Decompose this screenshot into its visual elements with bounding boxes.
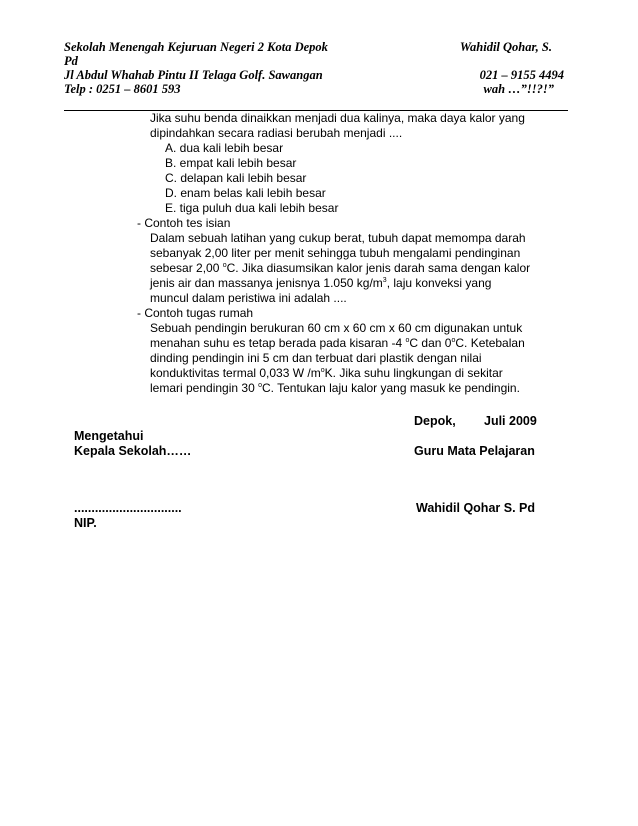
isian-line-4-b: , laju konveksi yang <box>386 276 492 290</box>
rumah-line-1: Sebuah pendingin berukuran 60 cm x 60 cm x 60 cm digunakan untuk <box>150 321 523 335</box>
rumah-heading: - Contoh tugas rumah <box>137 306 254 320</box>
sign-date: Juli 2009 <box>484 414 537 428</box>
mobile-number: 021 – 9155 4494 <box>479 68 564 82</box>
option-d: D. enam belas kali lebih besar <box>165 186 326 200</box>
sign-left-role: Kepala Sekolah…… <box>74 444 192 458</box>
sign-place: Depok, <box>414 414 456 428</box>
question-1-line-1: Jika suhu benda dinaikkan menjadi dua kalinya, maka daya kalor yang <box>150 111 525 125</box>
header-row-1 <box>64 40 564 54</box>
question-1-line-2: dipindahkan secara radiasi berubah menjadi .... <box>150 126 403 140</box>
degree-sup: o <box>258 382 262 389</box>
degree-sup: o <box>320 367 325 374</box>
isian-line-4-a: jenis air dan massanya jenisnya 1.050 kg/m <box>150 276 383 290</box>
degree-sup: o <box>451 337 456 344</box>
isian-line-3-b: C. Jika diasumsikan kalor jenis darah sama dengan kalor <box>226 261 531 275</box>
isian-line-3-a: sebesar 2,00 <box>150 261 223 275</box>
rumah-line-5-b: C. Tentukan laju kalor yang masuk ke pendingin. <box>261 381 520 395</box>
rumah-line-4-b: K. Jika suhu lingkungan di sekitar <box>324 366 503 380</box>
option-a: A. dua kali lebih besar <box>165 141 284 155</box>
sign-left-title: Mengetahui <box>74 429 144 443</box>
author-name: Wahidil Qohar, S. <box>459 40 552 54</box>
rumah-line-2-c: C. Ketebalan <box>455 336 525 350</box>
header-row-3 <box>64 68 564 82</box>
phone-number: Telp : 0251 – 8601 593 <box>64 82 181 96</box>
sign-right-role: Guru Mata Pelajaran <box>414 444 535 458</box>
isian-heading: - Contoh tes isian <box>137 216 231 230</box>
option-c: C. delapan kali lebih besar <box>165 171 307 185</box>
rumah-line-2 <box>150 336 525 352</box>
isian-line-4 <box>150 276 491 292</box>
option-e: E. tiga puluh dua kali lebih besar <box>165 201 339 215</box>
sign-left-nip: NIP. <box>74 516 97 530</box>
degree-sup: o <box>405 337 410 344</box>
degree-sup: o <box>222 262 227 269</box>
isian-line-5: muncul dalam peristiwa ini adalah .... <box>150 291 347 305</box>
rumah-line-4-a: konduktivitas termal 0,033 W /m <box>150 366 321 380</box>
rumah-line-5 <box>150 381 520 397</box>
isian-line-3 <box>150 261 530 277</box>
school-name: Sekolah Menengah Kejuruan Negeri 2 Kota Depok <box>64 40 328 54</box>
rumah-line-2-a: menahan suhu es tetap berada pada kisaran -4 <box>150 336 406 350</box>
header-row-4 <box>64 82 564 96</box>
cube-sup: 3 <box>382 277 387 284</box>
author-suffix: Pd <box>64 54 78 68</box>
sign-left-name: ............................... <box>74 501 182 515</box>
rumah-line-2-b: C dan 0 <box>409 336 452 350</box>
rumah-line-5-a: lemari pendingin 30 <box>150 381 259 395</box>
header-row-2 <box>64 54 564 68</box>
isian-line-1: Dalam sebuah latihan yang cukup berat, tubuh dapat memompa darah <box>150 231 526 245</box>
school-address: Jl Abdul Whahab Pintu II Telaga Golf. Sawangan <box>64 68 323 82</box>
rumah-line-4 <box>150 366 503 382</box>
option-b: B. empat kali lebih besar <box>165 156 297 170</box>
sign-right-name: Wahidil Qohar S. Pd <box>416 501 535 515</box>
rumah-line-3: dinding pendingin ini 5 cm dan terbuat dari plastik dengan nilai <box>150 351 482 365</box>
isian-line-2: sebanyak 2,00 liter per menit sehingga tubuh mengalami pendinginan <box>150 246 521 260</box>
motto: wah …”!!?!” <box>483 82 554 96</box>
